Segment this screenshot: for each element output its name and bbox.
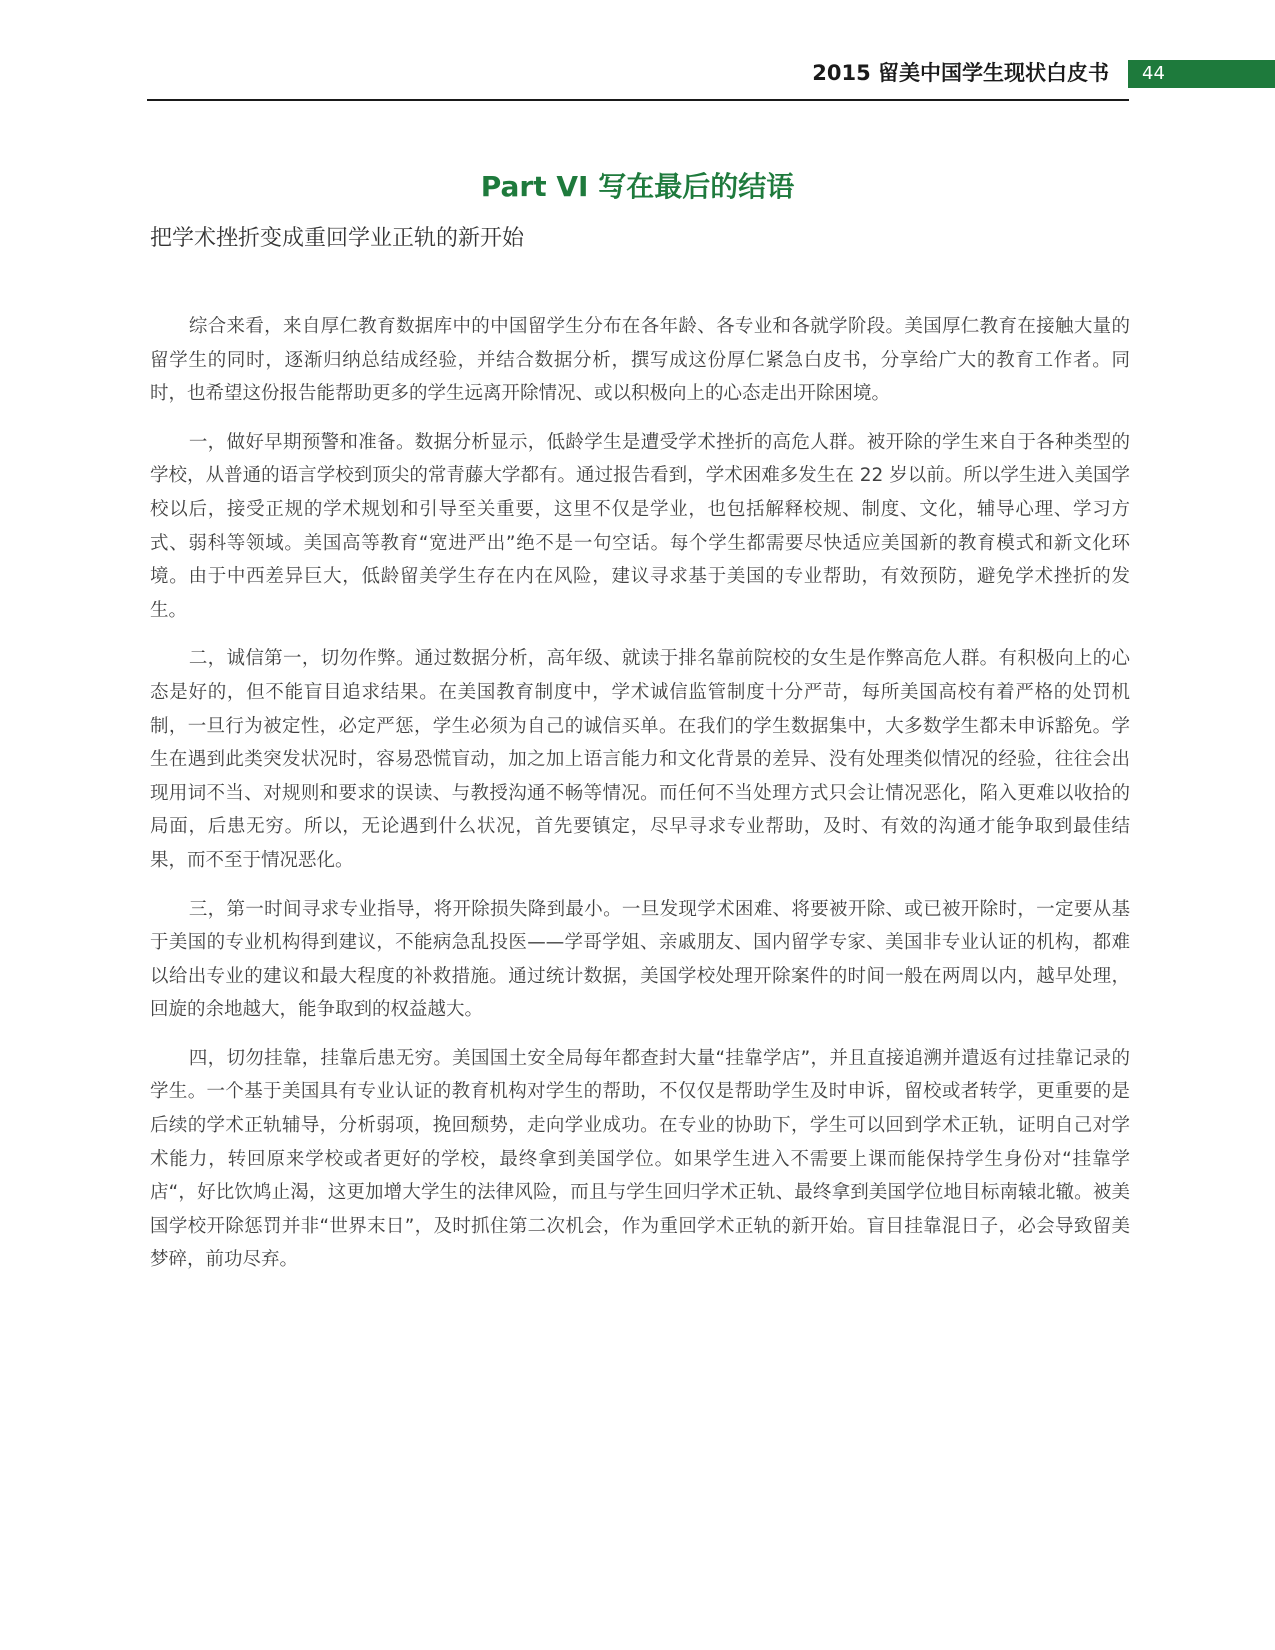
paragraph-point-3: 三，第一时间寻求专业指导，将开除损失降到最小。一旦发现学术困难、将要被开除、或已被开除时，一定要从基于美国的专业机构得到建议，不能病急乱投医——学哥学姐、亲戚朋友、国内留学专家、美国非专业认证的机构，都难以给出专业的建议和最大程度的补救措施。通过统计数据，美国学校处理开除案件的时间一般在两周以内，越早处理，回旋的余地越大，能争取到的权益越大。	[150, 898, 1130, 1021]
section-subtitle: 把学术挫折变成重回学业正轨的新开始	[150, 226, 525, 251]
paragraph-point-2: 二，诚信第一，切勿作弊。通过数据分析，高年级、就读于排名靠前院校的女生是作弊高危人群。有积极向上的心态是好的，但不能盲目追求结果。在美国教育制度中，学术诚信监管制度十分严苛，每所美国高校有着严格的处罚机制，一旦行为被定性，必定严惩，学生必须为自己的诚信买单。在我们的学生数据集中，大多数学生都未申诉豁免。学生在遇到此类突发状况时，容易恐慌盲动，加之加上语言能力和文化背景的差异、没有处理类似情况的经验，往往会出现用词不当、对规则和要求的误读、与教授沟通不畅等情况。而任何不当处理方式只会让情况恶化，陷入更难以收拾的局面，后患无穷。所以，无论遇到什么状况，首先要镇定，尽早寻求专业帮助，及时、有效的沟通才能争取到最佳结果，而不至于情况恶化。	[150, 648, 1130, 871]
part-title: Part VI 写在最后的结语	[480, 169, 795, 203]
paragraph-point-4: 四，切勿挂靠，挂靠后患无穷。美国国土安全局每年都查封大量“挂靠学店”，并且直接追溯并遣返有过挂靠记录的学生。一个基于美国具有专业认证的教育机构对学生的帮助，不仅仅是帮助学生及时申诉，留校或者转学，更重要的是后续的学术正轨辅导，分析弱项，挽回颓势，走向学业成功。在专业的协助下，学生可以回到学术正轨，证明自己对学术能力，转回原来学校或者更好的学校，最终拿到美国学位。如果学生进入不需要上课而能保持学生身份对“挂靠学店“，好比饮鸠止渴，这更加增大学生的法律风险，而且与学生回归学术正轨、最终拿到美国学位地目标南辕北辙。被美国学校开除惩罚并非“世界末日”，及时抓住第二次机会，作为重回学术正轨的新开始。盲目挂靠混日子，必会导致留美梦碎，前功尽弃。	[150, 1047, 1130, 1271]
header-title: 2015 留美中国学生现状白皮书	[812, 61, 1109, 85]
paragraph-intro: 综合来看，来自厚仁教育数据库中的中国留学生分布在各年龄、各专业和各就学阶段。美国厚仁教育在接触大量的留学生的同时，逐渐归纳总结成经验，并结合数据分析，撰写成这份厚仁紧急白皮书，分享给广大的教育工作者。同时，也希望这份报告能帮助更多的学生远离开除情况、或以积极向上的心态走出开除困境。	[150, 316, 1130, 405]
header-rule	[147, 99, 1129, 101]
page-number-tab	[1128, 60, 1275, 88]
page-number: 44	[1142, 63, 1165, 84]
paragraph-point-1: 一，做好早期预警和准备。数据分析显示，低龄学生是遭受学术挫折的高危人群。被开除的学生来自于各种类型的学校，从普通的语言学校到顶尖的常青藤大学都有。通过报告看到，学术困难多发生在 22 岁以前。所以学生进入美国学校以后，接受正规的学术规划和引导至关重要，这里不仅是学业，也包括解释校规、制度、文化，辅导心理、学习方式、弱科等领域。美国高等教育“宽进严出”绝不是一句空话。每个学生都需要尽快适应美国新的教育模式和新文化环境。由于中西差异巨大，低龄留美学生存在内在风险，建议寻求基于美国的专业帮助，有效预防，避免学术挫折的发生。	[150, 431, 1130, 621]
body-text	[150, 310, 1130, 1292]
